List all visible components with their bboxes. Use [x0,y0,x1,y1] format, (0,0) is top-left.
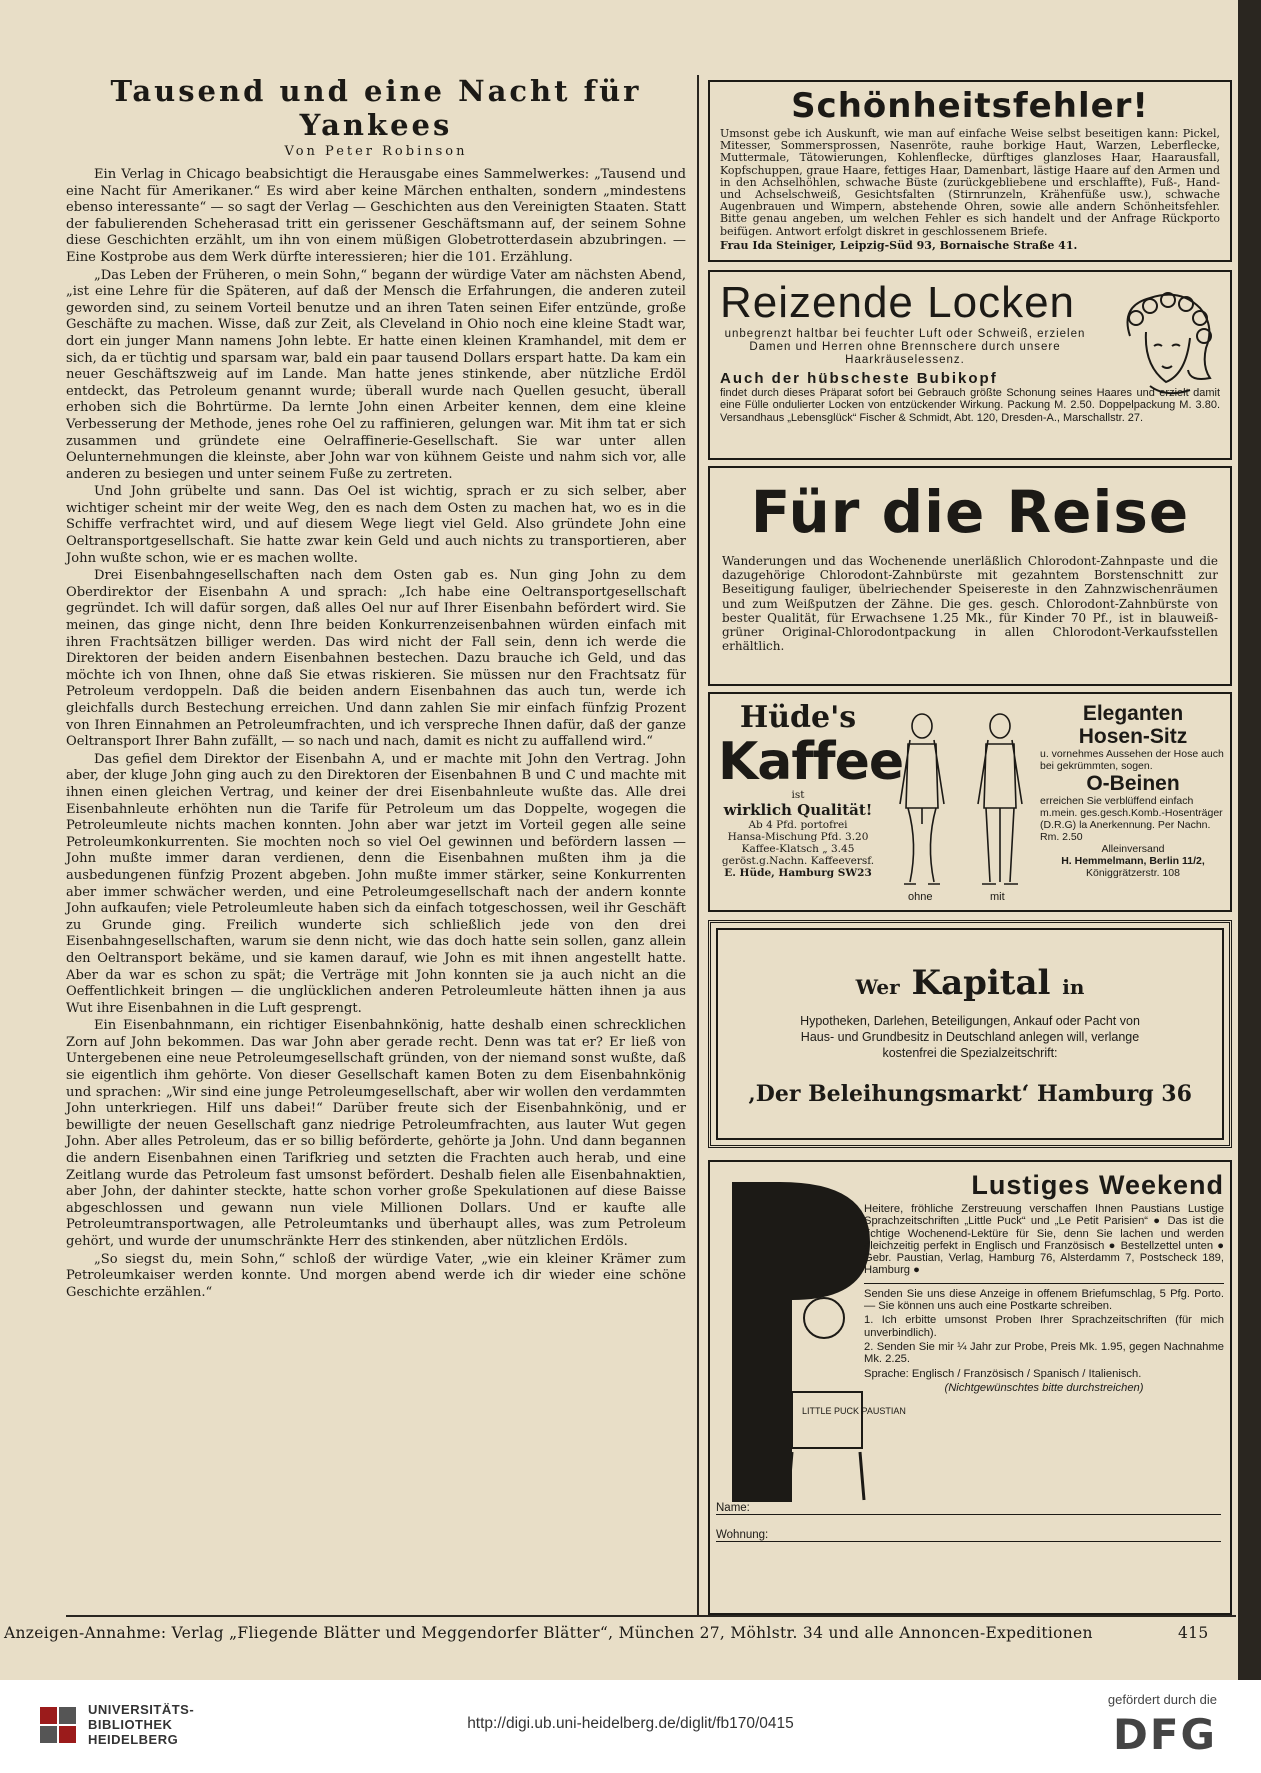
article-paragraph: Ein Verlag in Chicago beabsichtigt die Herausgabe eines Sammelwerkes: „Tausend und eine Nacht für Amerikaner.“ Es wird aber keine Märchen enthalten, sondern „mindestens ebenso interessante“ — so sagt der Verlag — Geschichten aus den Vereinigten Staaten. Statt der fabulierenden Scheherasad tritt ein gerissener Geschäftsmann auf, der seinem Sohne diese Geschichten erzählt, um ihn von einem müßigen Globetrotterdasein abzubringen. — Eine Kostprobe aus dem Werk dürfte interessieren; hier die 101. Erzählung. [66,167,686,265]
ad-highlight: Auch der hübscheste Bubikopf [720,370,998,387]
kaffee-line: Hansa-Mischung Pfd. 3.20 [727,831,869,843]
weekend-sprache[interactable]: Sprache: Englisch / Französisch / Spanisch / Italienisch. [864,1367,1142,1380]
article-paragraph: Drei Eisenbahngesellschaften nach dem Osten gab es. Nun ging John zu dem Oberdirektor der Eisenbahn A und sprach: „Ich habe eine Oeltransportgesellschaft gegründet. Ich will dafür sorgen, daß alles Oel nur auf Ihrer Eisenbahn befördert wird. Sie meinen, das ginge nicht, denn Ihre beiden Konkurrenzeisenbahnen würden einfach mit ihren Frachtsätzen billiger werden. Das wird nicht der Fall sein, denn ich werde die Direktoren der beiden andern Eisenbahnen bestechen. Dazu brauche ich Geld, und das möchte ich von Ihnen, ohne daß Sie etwas riskieren. Sie müssen nur den Frachtsatz für Petroleum verdoppeln. Daß die beiden andern Eisenbahnen das auch tun, werde ich gleichfalls durch Bestechung erreichen. Und dann zahlen Sie mir einfach fünfzig Prozent von Ihren Einnahmen an Petroleumfrachten, und ich verspreche Ihnen dafür, daß der ganze Oeltransport Ihrer Bahn zufällt, — so nach und nach, damit es nicht zu auffallend wird.“ [66,568,686,750]
kapital-pre: Wer [855,975,900,999]
ad-hosen-sitz [1040,702,1226,879]
ad-fuer-die-reise [708,466,1232,686]
kapital-body: Hypotheken, Darlehen, Beteiligungen, Ankauf oder Pacht von Haus- und Grundbesitz in Deutschland anlegen will, verlange kostenfrei die Spezialzeitschrift: [800,1014,1140,1060]
kaffee-line: Kaffee-Klatsch „ 3.45 [741,843,855,855]
kapital-headline [711,963,1229,1003]
kaffee-line: E. Hüde, Hamburg SW23 [724,867,872,879]
wohnung-label: Wohnung: [716,1529,769,1541]
kaffee-brand: Hüde's [739,700,857,735]
ad-kaffee-hosen [708,692,1232,912]
kaffee-ist: ist [791,789,805,801]
label-mit: mit [990,891,1005,903]
weekend-option-2[interactable]: 2. Senden Sie mir ¼ Jahr zur Probe, Preis Mk. 1.95, gegen Nachnahme Mk. 2.25. [864,1340,1224,1366]
article-title: Tausend und eine Nacht für Yankees [110,74,642,142]
men-trousers-illustration [882,704,1042,904]
permalink[interactable]: http://digi.ub.uni-heidelberg.de/diglit/fb170/0415 [467,1715,794,1732]
article-paragraph: „So siegst du, mein Sohn,“ schloß der würdige Vater, „wie ein kleiner Krämer zum Petroleumkaiser werden konnte. Und morgen abend werde ich dir wieder eine schöne Geschichte erzählen.“ [66,1251,686,1300]
kaffee-line: Ab 4 Pfd. portofrei [748,819,848,831]
ad-sender: Frau Ida Steiniger, Leipzig-Süd 93, Bornaische Straße 41. [720,238,1078,252]
dfg-logo[interactable]: DFG [1112,1710,1217,1759]
label-ohne: ohne [908,891,933,903]
ad-body: Umsonst gebe ich Auskunft, wie man auf einfache Weise selbst beseitigen kann: Pickel, Mitesser, Sommersprossen, Nasenröte, rauhe borkige Haut, Warzen, Leberflecke, Muttermale, Tätowierungen, Kohlenflecke, dürftiges glanzloses Haar, Haarausfall, Kopfschuppen, graue Haare, fettiges Haar, Damenbart, lästige Haare auf den Armen und in den Achselhöhlen, schwache Büste (zurückgebliebene und erschlaffte), Fuß-, Hand- und Achselschweiß, Gesichtsfalten (Stirnrunzeln, Krähenfüße usw.), schwache Augenbrauen und Wimpern, abstehende Ohren, sowie alle andern Schönheitsfehler. Bitte genau angeben, um welchen Fehler es sich handelt und der Anfrage Rückporto beifügen. Antwort erfolgt diskret in geschlossenem Briefe. [720,127,1220,238]
ad-lustiges-weekend [708,1160,1232,1615]
weekend-order-form [716,1494,1221,1548]
kapital-title: Kapital [911,963,1051,1003]
ad-body: findet durch dieses Präparat sofort bei Gebrauch größte Schonung seines Haares und erzielt damit eine Fülle ondulierter Locken von entzückender Wirkung. Packung M. 2.50. Doppelpackung M. 3.80. Versandhaus „Lebensglück“ Fischer & Schmidt, Abt. 120, Dresden-A., Marschallstr. 27. [720,387,1220,424]
scan-edge [1238,0,1261,1680]
ad-title: Reizende Locken [720,278,1076,327]
page-number: 415 [1178,1624,1209,1642]
article-paragraph: Und John grübelte und sann. Das Oel ist wichtig, sprach er zu sich selber, aber wichtiger scheint mir der weite Weg, den es nach dem Osten zu machen hat, wo es in die Schiffe verfrachtet wird, und auf diesem Wege liegt viel Geld. Also gründete John eine Oeltransportgesellschaft. Sie hatte zwar kein Geld und auch nichts zu transportieren, aber John wußte schon, wie er es machen wollte. [66,484,686,566]
newspaper-text: LITTLE PUCK PAUSTIAN [802,1406,906,1416]
kaffee-quality: wirklich Qualität! [723,801,873,819]
ad-title: Für die Reise [750,478,1190,546]
weekend-option-1[interactable]: 1. Ich erbitte umsonst Proben Ihrer Sprachzeitschriften (für mich unverbindlich). [864,1314,1224,1339]
kaffee-line: geröst.g.Nachn. Kaffeeversf. [721,855,875,867]
kaffee-title: Kaffee [718,732,904,792]
ad-kapital [708,920,1232,1148]
weekend-form-intro: Senden Sie uns diese Anzeige in offenem Briefumschlag, 5 Pfg. Porto. — Sie können uns auch eine Postkarte schreiben. [864,1287,1224,1313]
hosen-title: Hosen-Sitz [1078,725,1188,748]
ad-kaffee [718,700,904,879]
article-author: Von Peter Robinson [284,144,468,159]
column-divider [697,75,699,1615]
ad-schoenheitsfehler [708,80,1232,262]
ad-reizende-locken [708,270,1232,460]
kapital-post: in [1062,975,1085,999]
bottom-rule [66,1615,1236,1617]
funding-label: gefördert durch die [1107,1692,1217,1707]
weekend-text [864,1170,1224,1394]
hosen-text: u. vornehmes Aussehen der Hose auch bei gekrümmten, sogen. [1040,748,1224,772]
hosen-text: H. Hemmelmann, Berlin 11/2, [1061,855,1205,867]
article-paragraph: Ein Eisenbahnmann, ein richtiger Eisenbahnkönig, hatte deshalb einen schrecklichen Zorn auf John bekommen. Das war John aber gerade recht. Denn was tat er? Er ließ von Untergebenen eine neue Petroleumgesellschaft gründen, von der niemand sonst wußte, daß sie eigentlich ihm gehörte. Von dieser Gesellschaft kamen Boten zu dem Eisenbahnkönig und sprachen: „Wir sind eine junge Petroleumgesellschaft, aber wir wollen den verdammten John unterkriegen. Hilf uns dabei!“ Darüber freute sich der Eisenbahnkönig, und er bewilligte der neuen Gesellschaft ganz niedrige Petroleumfrachten, aus lauter Wut gegen John. Aber alles Petroleum, das er so billig beförderte, gehörte ja John. Und dann begannen die andern Eisenbahnen einen Tarifkrieg und setzten die Frachten auch herab, und eine Zeitlang wurde das Petroleum fast umsonst befördert. Deshalb fielen alle Eisenbahnaktien, aber John, der dahinter steckte, hatte schon vorher große Spekulationen auf diese Baisse abgeschlossen und gewann nun viele Millionen Dollars. Und er kaufte alle Petroleumtransportwagen, alle Petroleumtanks und überhaupt alles, was zum Petroleum gehört, und wurde der unumschränkte Herr des stinkenden, aber nützlichen Erdöls. [66,1018,686,1249]
footer-text: Anzeigen-Annahme: Verlag „Fliegende Blätter und Meggendorfer Blätter“, München 27, Möhlstr. 34 und alle Annoncen-Expeditionen [4,1624,1093,1642]
ad-title: Schönheitsfehler! [791,86,1149,126]
ad-subtitle: unbegrenzt haltbar bei feuchter Luft oder Schweiß, erzielen Damen und Herren ohne Brennschere durch unsere Haarkräuselessenz. [724,328,1086,366]
weekend-title: Lustiges Weekend [971,1170,1224,1200]
university-name-line: HEIDELBERG [88,1732,179,1747]
wohnung-field[interactable] [716,1521,1221,1542]
hosen-title: Eleganten [1082,702,1184,725]
kapital-paper: ‚Der Beleihungsmarkt‘ Hamburg 36 [748,1081,1192,1107]
university-name-line: BIBLIOTHEK [88,1717,173,1732]
woman-portrait-illustration [1110,286,1220,406]
hosen-title: O-Beinen [1086,772,1180,795]
hosen-text: Königgrätzerstr. 108 [1086,867,1180,879]
article-paragraph: „Das Leben der Früheren, o mein Sohn,“ begann der würdige Vater am nächsten Abend, „ist eine Lehre für die Späteren, auf daß der Mensch die Erfahrungen, die anderen zuteil geworden sind, zu seinem Vorteil benutze und an ihren Taten seinen Eifer entzünde, große Geschäfte zu machen. Wisse, daß zur Zeit, als Cleveland in Ohio noch eine kleine Stadt war, dort ein junger Mann namens John lebte. Er hatte einen kleinen Kramhandel, mit dem er sich, da er tüchtig und sparsam war, bald ein paar tausend Dollars erspart hatte. Da kam ein neuer Geschäftszweig auf im Lande. Man hatte jenes stinkende, aber nützliche Erdöl entdeckt, das Petroleum genannt wurde; überall wurde nach Quellen gesucht, überall erhoben sich die Bohrtürme. Da lernte John einen Arbeiter kennen, dem eine kleine Verbesserung der Methode, jenes rohe Oel zu raffinieren, gelungen war. Mit ihm tat er sich zusammen und gründete eine Oelraffinerie-Gesellschaft. Sie war unter allen Oelunternehmungen die kleinste, aber John war von kühnem Geiste und nahm sich vor, alle anderen zu besiegen und unter seinem Fuße zu zertreten. [66,267,686,482]
weekend-body: Heitere, fröhliche Zerstreuung verschaffen Ihnen Paustians Lustige Sprachzeitschriften „Little Puck“ und „Le Petit Parisien“ ● Das ist die richtige Wochenend-Lektüre für Sie, denn Sie lachen und werden gleichzeitig perfekt in Englisch und Französisch ● Bestellzettel unten ● Gebr. Paustian, Verlag, Hamburg 76, Alsterdamm 7, Postscheck 189, Hamburg ● [864,1203,1224,1277]
article-paragraph: Das gefiel dem Direktor der Eisenbahn A, und er machte mit John den Vertrag. John aber, der kluge John ging auch zu den Direktoren der Eisenbahnen B und C und machte mit ihnen einen gleichen Vertrag, und keiner der drei Eisenbahnleute wußte das. Alle drei Eisenbahnleute erhöhten nun die Tarife für Petroleum um das Doppelte, wogegen die Petroleumleute nichts machen konnten. John aber war jetzt im Vorteil gegen alle seine Petroleumkonkurrenten. Sie mochten noch so viel Oel gewinnen und befördern lassen — John mußte immer daran verdienen, denn die Eisenbahnen mußten ihm ja die ausbedungenen fünfzig Prozent abgeben. John mußte immer stärker, seine Konkurrenten aber immer schwächer werden, und eine Petroleumgesellschaft nach der andern konnte John aufkaufen; viele Petroleumleute haben sich da einfach totgeschossen, weil ihr Geschäft zu Grunde ging. Freilich wunderte sich schließlich jede von den drei Eisenbahngesellschaften, warum sie denn nicht, wie das doch hatte sein sollen, ganz allein den Oeltransport bekäme, und sie kamen darauf, wie John es mit ihnen angestellt hatte. Aber da war es schon zu spät; die Verträge mit John konnten sie ja auch nicht an die Oeffentlichkeit bringen — die unglücklichen anderen Petroleumleute hätten ihnen ja aus Wut ihre Eisenbahnen in die Luft gesprengt. [66,751,686,1016]
weekend-strike-note: (Nichtgewünschtes bitte durchstreichen) [944,1381,1144,1394]
hosen-text: Alleinversand [1101,843,1165,855]
digitization-bar [0,1680,1261,1773]
name-field[interactable] [716,1494,1221,1515]
name-label: Name: [716,1502,750,1514]
hosen-text: erreichen Sie verblüffend einfach m.mein. ges.gesch.Komb.-Hosenträger (D.R.G) la Anerkennung. Per Nachn. Rm. 2.50 [1040,795,1223,843]
ad-body: Wanderungen und das Wochenende unerläßlich Chlorodont-Zahnpaste und die dazugehörige Chlorodont-Zahnbürste mit gezahntem Borstenschnitt zur Beseitigung fauliger, übelriechender Speisereste in den Zahnzwischenräumen und zum Weißputzen der Zähne. Die ges. gesch. Chlorodont-Zahnbürste von bester Qualität, für Erwachsene 1.25 Mk., für Kinder 70 Pf., ist in blauweiß-grüner Original-Chlorodontpackung in allen Chlorodont-Verkaufsstellen erhältlich. [722,554,1218,654]
university-name-line: UNIVERSITÄTS- [88,1702,195,1717]
article [66,68,686,1628]
